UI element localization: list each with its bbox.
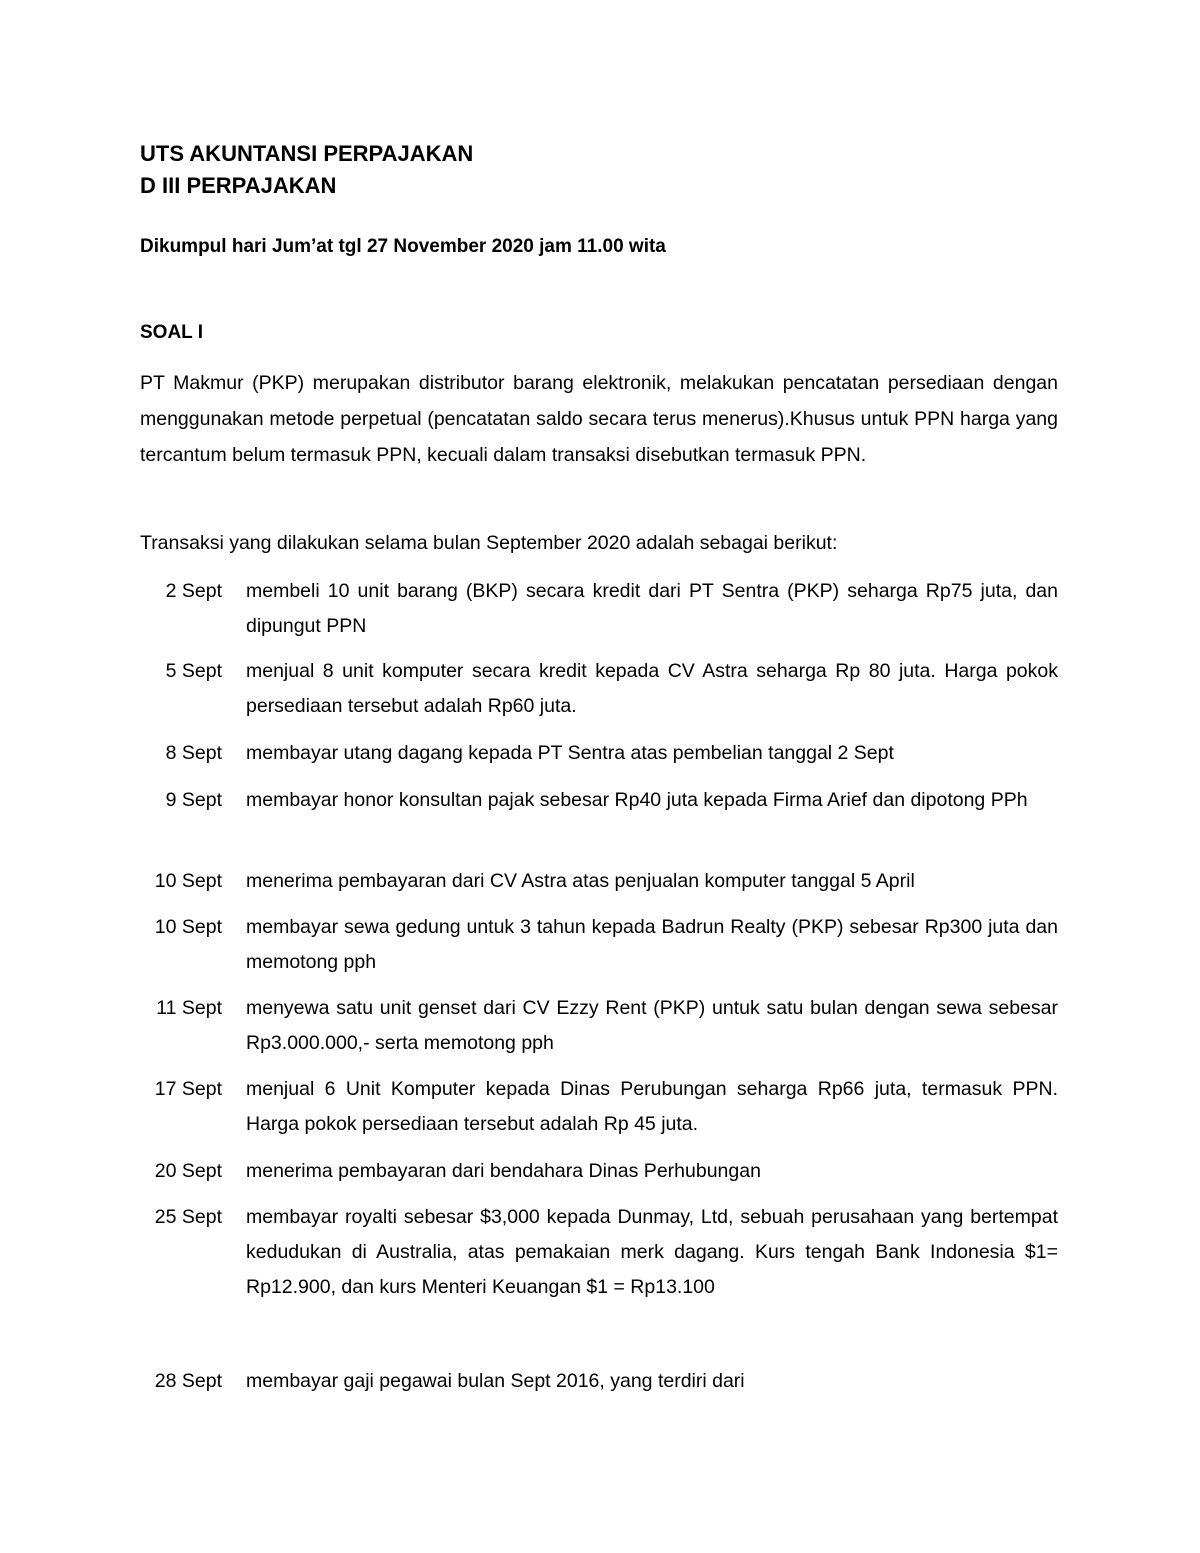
transaction-date: 20 Sept xyxy=(154,1160,222,1182)
transaction-date: 10 Sept xyxy=(154,916,222,938)
transaction-date: 10 Sept xyxy=(154,870,222,892)
transaction-description: menerima pembayaran dari CV Astra atas penjualan komputer tanggal 5 April xyxy=(246,870,915,892)
transaction-date: 2 Sept xyxy=(165,580,222,602)
transaction-row xyxy=(140,1364,1058,1399)
lead-paragraph: Transaksi yang dilakukan selama bulan September 2020 adalah sebagai berikut: xyxy=(140,532,838,554)
transaction-row xyxy=(140,991,1058,1061)
transaction-description: menerima pembayaran dari bendahara Dinas Perhubungan xyxy=(246,1160,761,1182)
transaction-row xyxy=(140,1072,1058,1142)
transaction-date: 8 Sept xyxy=(165,742,222,764)
transaction-description: menjual 6 Unit Komputer kepada Dinas Perubungan seharga Rp66 juta, termasuk PPN. Harga pokok persediaan tersebut adalah Rp 45 juta. xyxy=(246,1078,1058,1135)
section-heading: SOAL I xyxy=(140,322,203,343)
transaction-description: membayar utang dagang kepada PT Sentra atas pembelian tanggal 2 Sept xyxy=(246,742,894,764)
transaction-date: 11 Sept xyxy=(156,997,222,1019)
transaction-row xyxy=(140,864,1058,899)
transaction-date: 28 Sept xyxy=(154,1370,222,1392)
transaction-date: 9 Sept xyxy=(165,789,222,811)
transaction-row xyxy=(140,910,1058,980)
document-title: UTS AKUNTANSI PERPAJAKAN xyxy=(140,141,474,166)
transaction-row xyxy=(140,783,1058,818)
transaction-description: menjual 8 unit komputer secara kredit kepada CV Astra seharga Rp 80 juta. Harga pokok persediaan tersebut adalah Rp60 juta. xyxy=(246,660,1058,717)
transaction-description: membayar sewa gedung untuk 3 tahun kepada Badrun Realty (PKP) sebesar Rp300 juta dan memotong pph xyxy=(246,916,1058,973)
transaction-date: 5 Sept xyxy=(165,660,222,682)
transaction-row xyxy=(140,1154,1058,1189)
transaction-date: 17 Sept xyxy=(154,1078,222,1100)
document-subtitle: D III PERPAJAKAN xyxy=(140,173,337,198)
transaction-row xyxy=(140,574,1058,644)
transaction-description: membayar honor konsultan pajak sebesar Rp40 juta kepada Firma Arief dan dipotong PPh xyxy=(246,789,1028,811)
transaction-description: membayar royalti sebesar $3,000 kepada Dunmay, Ltd, sebuah perusahaan yang bertempat kedudukan di Australia, atas pemakaian merk dagang. Kurs tengah Bank Indonesia $1= Rp12.900, dan kurs Menteri Keuangan $1 = Rp13.100 xyxy=(246,1206,1058,1298)
transaction-row xyxy=(140,654,1058,724)
transaction-row xyxy=(140,1200,1058,1305)
transaction-row xyxy=(140,736,1058,771)
transaction-description: membayar gaji pegawai bulan Sept 2016, yang terdiri dari xyxy=(246,1370,745,1392)
deadline-note: Dikumpul hari Jum’at tgl 27 November 2020 jam 11.00 wita xyxy=(140,236,666,257)
transaction-description: menyewa satu unit genset dari CV Ezzy Rent (PKP) untuk satu bulan dengan sewa sebesar Rp3.000.000,- serta memotong pph xyxy=(246,997,1058,1054)
transaction-description: membeli 10 unit barang (BKP) secara kredit dari PT Sentra (PKP) seharga Rp75 juta, dan dipungut PPN xyxy=(246,580,1058,637)
intro-paragraph: PT Makmur (PKP) merupakan distributor barang elektronik, melakukan pencatatan persediaan dengan menggunakan metode perpetual (pencatatan saldo secara terus menerus).Khusus untuk PPN harga yang tercantum belum termasuk PPN, kecuali dalam transaksi disebutkan termasuk PPN. xyxy=(140,372,1058,466)
transaction-date: 25 Sept xyxy=(154,1206,222,1228)
